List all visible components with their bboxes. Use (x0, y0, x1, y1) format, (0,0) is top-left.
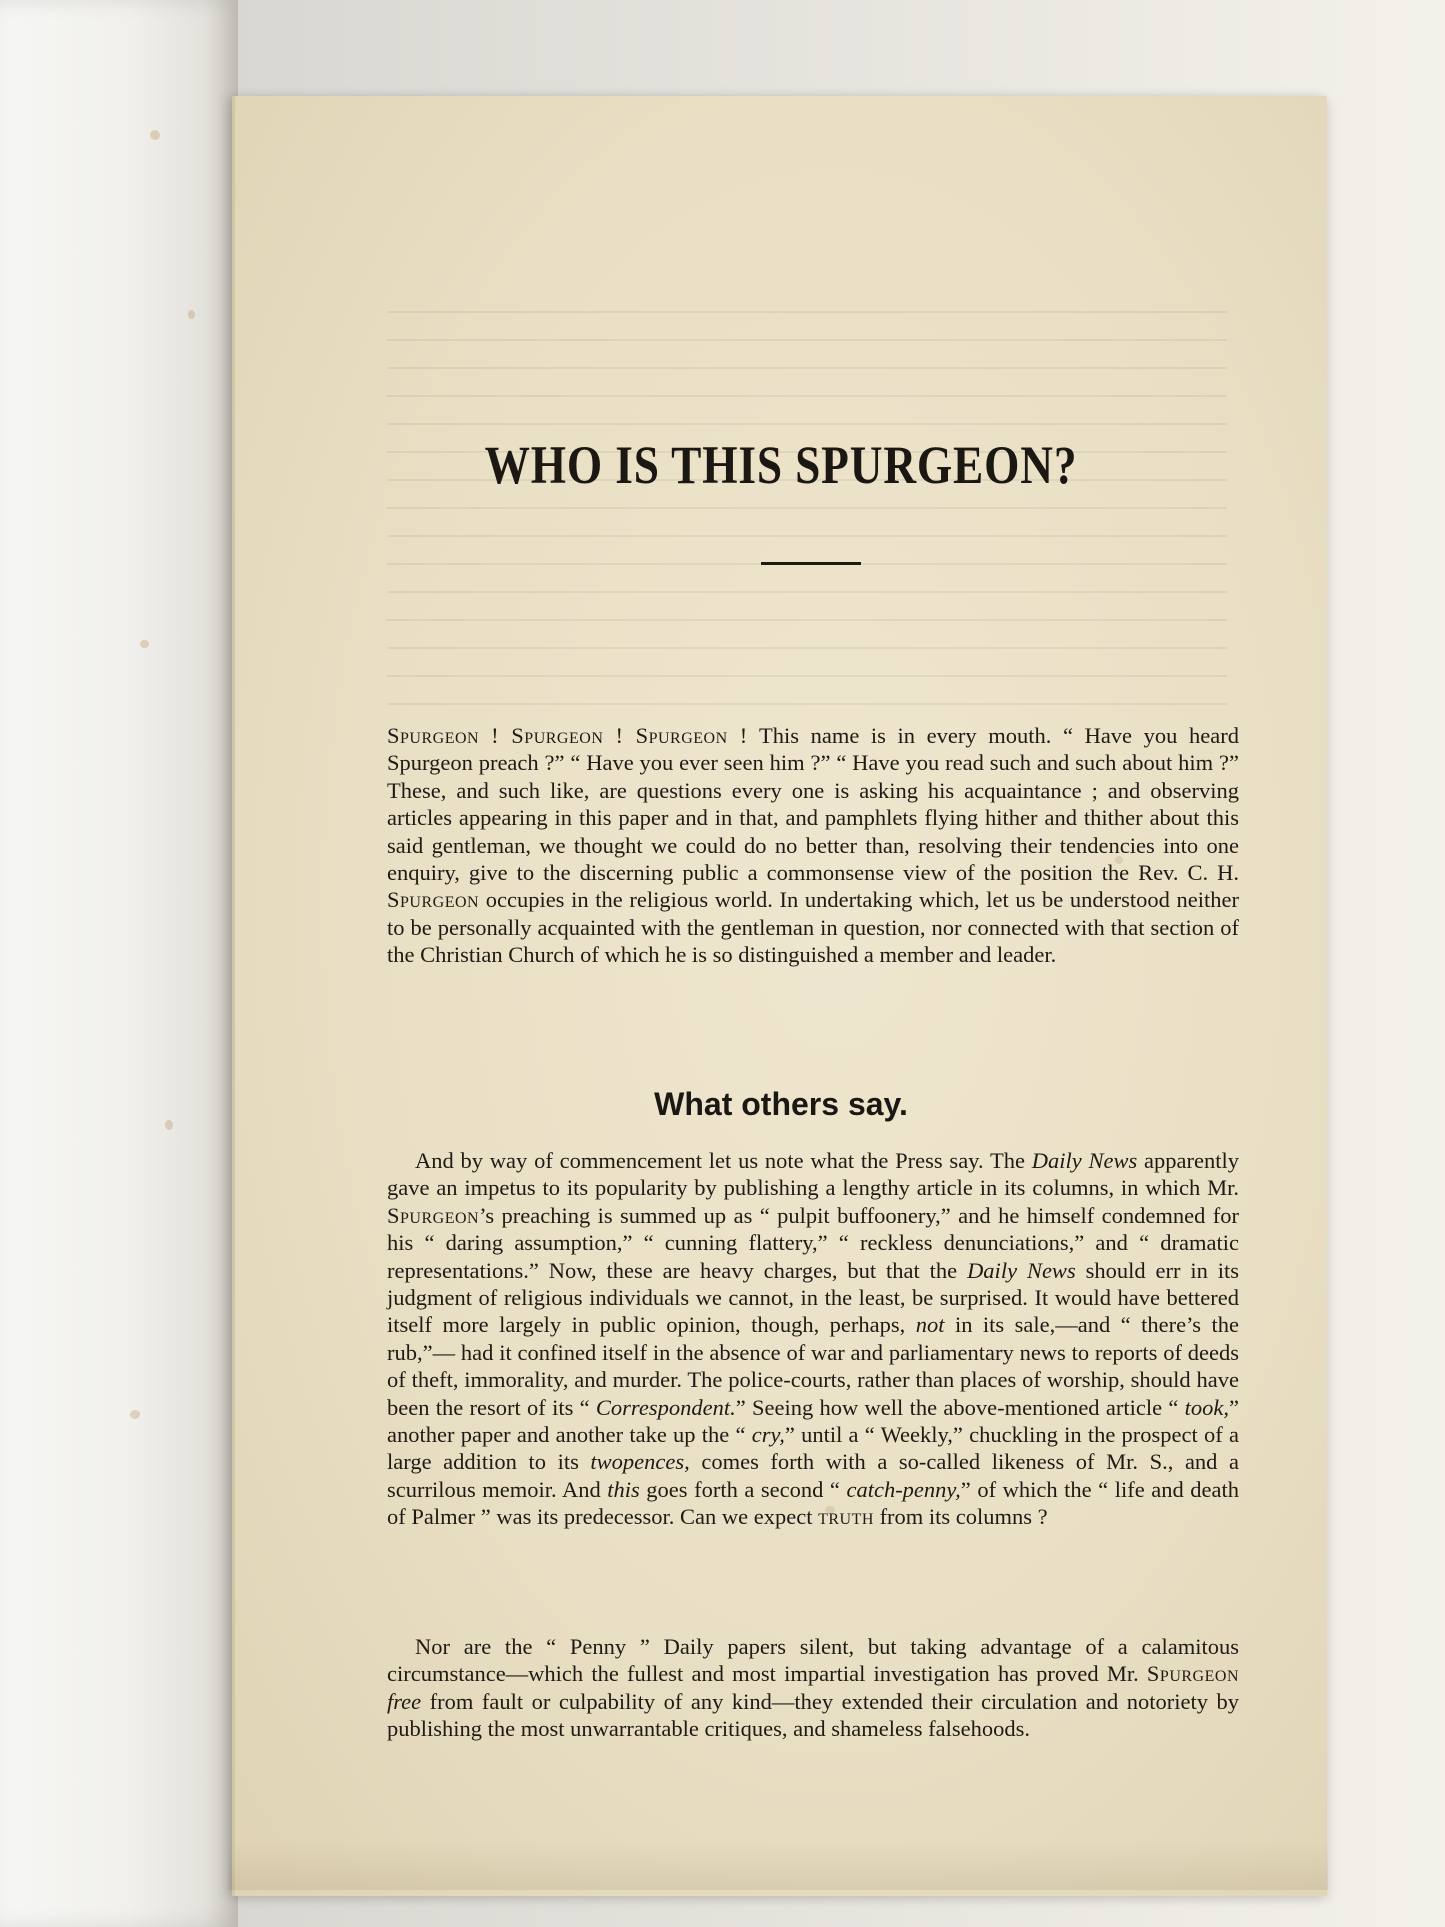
text-run: Daily News (1031, 1148, 1138, 1173)
text-run: This name is in every mouth. “ Have you heard Spurgeon preach ?” “ Have you ever seen him ?” “ Have you read such and such about him ?” These, and such like, are questions every one is asking his acquaintance ; and observing articles appearing in this paper and in that, and pamphlets flying hither and thither about this said gentleman, we thought we could do no better than, resolving their tendencies into one enquiry, give to the discerning public a commonsense view of the position the Rev. C. H. (387, 723, 1239, 886)
text-run: Spurgeon (387, 887, 480, 913)
text-run: took, (1184, 1394, 1229, 1420)
text-run: ’s preaching is summed up as “ pulpit buffoonery,” and he himself condemned for his “ daring assumption,” “ cunning flattery,” “ reckless denunciations,” and “ dramatic representations.” Now, these are heavy charges, but that the (387, 1202, 1239, 1283)
section-heading: What others say. (654, 1086, 908, 1122)
text-run: Spurgeon ! Spurgeon ! Spurgeon ! (387, 723, 748, 748)
text-run: from fault or culpability of any kind—they extended their circulation and notoriety by publishing the most unwarrantable critiques, and shameless falsehoods. (387, 1688, 1239, 1742)
foxing-spot (165, 1120, 173, 1130)
text-run: And by way of commencement let us note what the Press say. The (415, 1148, 1032, 1173)
penny-papers-paragraph (387, 1633, 1239, 1743)
text-run: free (387, 1688, 422, 1714)
intro-paragraph (387, 722, 1239, 969)
foxing-spot (150, 130, 160, 140)
press-paragraph (387, 1147, 1239, 1531)
foxing-spot (130, 1410, 140, 1419)
text-run: in its sale,—and “ there’s the rub,”— had it confined itself in the absence of war and parliamentary news to reports of deeds of theft, immorality, and murder. The police-courts, rather than places of worship, should have been the resort of its “ (387, 1312, 1239, 1420)
text-run: ” Seeing how well the above-mentioned article “ (735, 1394, 1185, 1420)
show-through-text (387, 311, 1227, 731)
text-run: this (607, 1476, 640, 1502)
foxing-spot (140, 640, 149, 648)
pamphlet-page (232, 96, 1327, 1896)
text-run: ” until a “ Weekly,” chuckling in the prospect of a large addition to its (387, 1422, 1239, 1475)
text-run: Spurgeon (1146, 1661, 1239, 1687)
text-run: cry, (751, 1422, 785, 1448)
text-run: catch-penny, (846, 1476, 961, 1502)
text-run: apparently gave an impetus to its popularity by publishing a lengthy article in its columns, in which Mr. (387, 1148, 1239, 1201)
text-run: ” of which the “ life and death of Palmer ” was its predecessor. Can we expect (387, 1476, 1239, 1530)
text-run: goes forth a second “ (639, 1476, 847, 1502)
text-run: ” another paper and another take up the “ (387, 1394, 1239, 1448)
text-run: Correspondent. (595, 1394, 736, 1420)
page-title: WHO IS THIS SPURGEON? (484, 435, 1078, 495)
text-run: truth (818, 1504, 874, 1530)
text-run: twopences, (590, 1449, 690, 1475)
text-run: occupies in the religious world. In undertaking which, let us be understood neither to be personally acquainted with the gentleman in question, nor connected with that section of the Christian Church of which he is so distinguished a member and leader. (387, 887, 1239, 968)
foxing-spot (188, 310, 195, 319)
facing-page (0, 0, 238, 1927)
text-run: from its columns ? (873, 1504, 1048, 1530)
text-run: not (915, 1312, 945, 1338)
text-run: Spurgeon (387, 1202, 480, 1228)
text-run: Nor are the “ Penny ” Daily papers silent, but taking advantage of a calamitous circumstance—which the fullest and most impartial investigation has proved Mr. (387, 1634, 1239, 1687)
text-run: should err in its judgment of religious individuals we cannot, in the least, be surprised. It would have bettered itself more largely in public opinion, though, perhaps, (387, 1257, 1240, 1338)
text-run: Daily News (967, 1257, 1076, 1283)
text-run: comes forth with a so-called likeness of Mr. S., and a scurrilous memoir. And (387, 1449, 1240, 1502)
title-rule (761, 562, 861, 565)
page-bottom-edge (228, 1840, 1328, 1890)
